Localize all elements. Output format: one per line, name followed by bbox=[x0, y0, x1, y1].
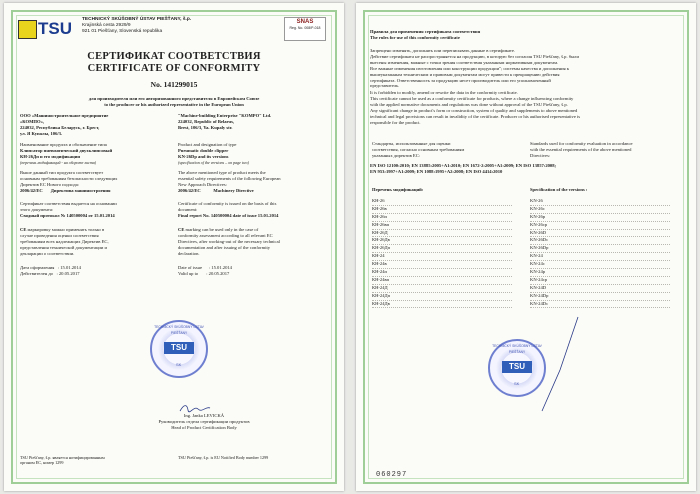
logo-square-icon bbox=[18, 20, 37, 39]
product-ru: Наименование продукта и обозначение типа Клипсатор пневматический двухклипсовый КН-26Дп и его модификации (перечень модификаций - на обороте листа) bbox=[20, 142, 113, 165]
list-item: KN-24p bbox=[530, 269, 670, 277]
basis-ru: Сертификат соответствия выдается на основании этого документа: Сводный протокол № 140500004 от 15.01.2014 bbox=[20, 201, 117, 218]
list-item: КН-24Дв bbox=[372, 301, 512, 309]
list-item: KN-26cp bbox=[530, 222, 670, 230]
certificate-page-front bbox=[4, 3, 344, 491]
cross-out-line bbox=[530, 315, 580, 415]
footer-en: TSU Piešťany, š.p. is EU Notified Body number 1299 bbox=[178, 455, 269, 460]
list-item: KN-24Dc bbox=[530, 301, 670, 309]
list-item: KN-26Dc bbox=[530, 237, 670, 245]
list-item: КН-26вп bbox=[372, 222, 512, 230]
list-item: KN-26p bbox=[530, 214, 670, 222]
list-item: KN-24cp bbox=[530, 277, 670, 285]
producer-en: "Machine-building Enterprise "KOMPO" Ltd. 224032, Republic of Belarus, Brest, 106/3, Ya. Kupaly str. bbox=[178, 113, 272, 130]
list-item: KN-24D bbox=[530, 285, 670, 293]
product-en: Product and designation of type Pneumatic double clipper KN-26Dp and its versions (specification of the versions – on page two) bbox=[178, 142, 249, 165]
standards-list: EN ISO 12100:2010; EN 13885:2005+A1:2010; EN 1672-2:2005+A1:2009; EN ISO 13857:2008; EN 953:1997+A1:2009; EN 1088:1995+A2:2008; EN ISO 4414:2010 bbox=[370, 163, 557, 174]
rules-title: Правила для применения сертификата соответствия The rules for use of this conformity certificate bbox=[370, 29, 481, 40]
list-item: КН-26в bbox=[372, 206, 512, 214]
list-item: KN-24Dp bbox=[530, 293, 670, 301]
list-item: КН-24вп bbox=[372, 277, 512, 285]
versions-list-en bbox=[530, 198, 670, 308]
versions-list-ru bbox=[372, 198, 512, 308]
directive-ru: Выше данный тип продукта соответствует основным требованиям безопасности следующих Директив ЕС Нового подхода: 2006/42/EC Директива машиностроения bbox=[20, 170, 118, 193]
official-stamp: TECHNICKÝ SKÚŠOBNÝ ÚSTAV PIEŠŤANY TSU SK bbox=[150, 320, 208, 378]
certificate-title: СЕРТИФИКАТ СООТВЕТСТВИЯ CERTIFICATE OF CONFORMITY bbox=[87, 51, 261, 74]
list-item: КН-24в bbox=[372, 261, 512, 269]
list-item: КН-24 bbox=[372, 253, 512, 261]
list-item: KN-26Dp bbox=[530, 245, 670, 253]
tsu-logo: TSU bbox=[18, 17, 78, 41]
producer-ru: ООО «Машиностроительное предприятие «КОМПО», 224032, Республика Беларусь, г. Брест, ул. Я Купалы, 106/3. bbox=[20, 113, 109, 136]
list-item: KN-26 bbox=[530, 198, 670, 206]
snas-accreditation-logo: SNAS Reg. No. 008/P-018 bbox=[284, 17, 326, 41]
intro-text: для производителя или его авторизованного представителя в Европейском Союзе to the producer or his authorized representative in the European Union bbox=[88, 96, 260, 107]
marking-en: CE marking can be used only in the case of conformity assessment according to all relevant EC Directives, after working-out of the necessary technical documentation and after issuing of the conformity declaration. bbox=[178, 227, 280, 256]
list-item: КН-26Дп bbox=[372, 245, 512, 253]
official-stamp: TECHNICKÝ SKÚŠOBNÝ ÚSTAV PIEŠŤANY TSU SK bbox=[488, 339, 546, 397]
list-item: KN-24c bbox=[530, 261, 670, 269]
marking-ru: CE маркировку можно применять только в случае проведения оценки соответствия требованиям всех надлежащих Директив ЕС, представления технической документации и декларации о соответствии. bbox=[20, 227, 109, 256]
dates-en: Date of issue : 15.01.2014 Valid up to : 20.05.2017 bbox=[178, 265, 232, 276]
list-item: КН-24п bbox=[372, 269, 512, 277]
certificate-number: No. 141299015 bbox=[150, 80, 198, 89]
dates-ru: Дата оформления : 15.01.2014 Действителен до : 20.05.2017 bbox=[20, 265, 81, 276]
standards-label-en: Standards used for conformity evaluation in accordance with the essential requirements of the above mentioned Directives: bbox=[530, 141, 633, 158]
basis-en: Certificate of conformity is issued on the basis of this document: Final report No. 140500004 date of issue 15.01.2014 bbox=[178, 201, 279, 218]
list-item: КН-24Д bbox=[372, 285, 512, 293]
versions-label-en: Specification of the versions : bbox=[530, 187, 588, 192]
list-item: КН-26Д bbox=[372, 230, 512, 238]
versions-label-ru: Перечень модификаций: bbox=[372, 187, 424, 192]
standards-label-ru: Стандарты, использованные для оценки соответствия, согласно основным требованиям указанных директив ЕС: bbox=[372, 141, 465, 158]
footer-ru: TSU Piešťany, š.p. является нотифицированным органом ЕС, номер 1299 bbox=[20, 455, 105, 466]
serial-number: 060297 bbox=[376, 471, 408, 480]
rules-text-en: It is forbidden to modify, amend or rewrite the data in the conformity certificate. This certificate cannot be used as a conformity certificate for products, where a change influencing conformity with the applied normative documents and regulations was done without approval of the TSU Piešťany, š.p. Any significant change in product's form or construction, system of quality and supplements to above mentioned technical and legal provisions can result in invalidity of the certificate. Producer or his authorised representative is responsible for the product. bbox=[370, 90, 581, 125]
issuer-header: TECHNICKÝ SKÚŠOBNÝ ÚSTAV PIEŠŤANY, š.p. Krajinská cesta 2929/9 921 01 Piešťany, Slovenská republika bbox=[82, 17, 192, 34]
list-item: КН-26Дв bbox=[372, 237, 512, 245]
rules-text-ru: Запрещено изменять, дополнять или переписывать данные в сертификате. Действие сертификата не распространяется на продукцию, в которую без согласия TSU Piešťany, š.p. были внесены изменения, важные с точки зрения соответствия указанным нормативным документам. Все важные изменения изготовления или конструкции продукции"; системы качества и дополнения к вышеуказанным техническим и правовым документам могут привести к прекращению действия сертификата. Ответственность за продукцию несет производитель или его уполномоченный представитель. bbox=[370, 48, 579, 89]
list-item: KN-26D bbox=[530, 230, 670, 238]
list-item: KN-24 bbox=[530, 253, 670, 261]
certificate-page-back bbox=[356, 3, 696, 491]
directive-en: The above mentioned type of product meets the essential safety requirements of the following European New Approach Directives: 2006/42/EC Machinery Directive bbox=[178, 170, 281, 193]
list-item: KN-26c bbox=[530, 206, 670, 214]
signature bbox=[178, 403, 212, 413]
ce-mark-icon: CE bbox=[178, 227, 185, 232]
list-item: КН-26 bbox=[372, 198, 512, 206]
signer-block: Ing. Janka LEVICKÁ Руководитель отдела сертификации продуктов Head of Product Certification Body bbox=[158, 413, 250, 430]
list-item: КН-26п bbox=[372, 214, 512, 222]
ce-mark-icon: CE bbox=[20, 227, 27, 232]
list-item: КН-24Дп bbox=[372, 293, 512, 301]
